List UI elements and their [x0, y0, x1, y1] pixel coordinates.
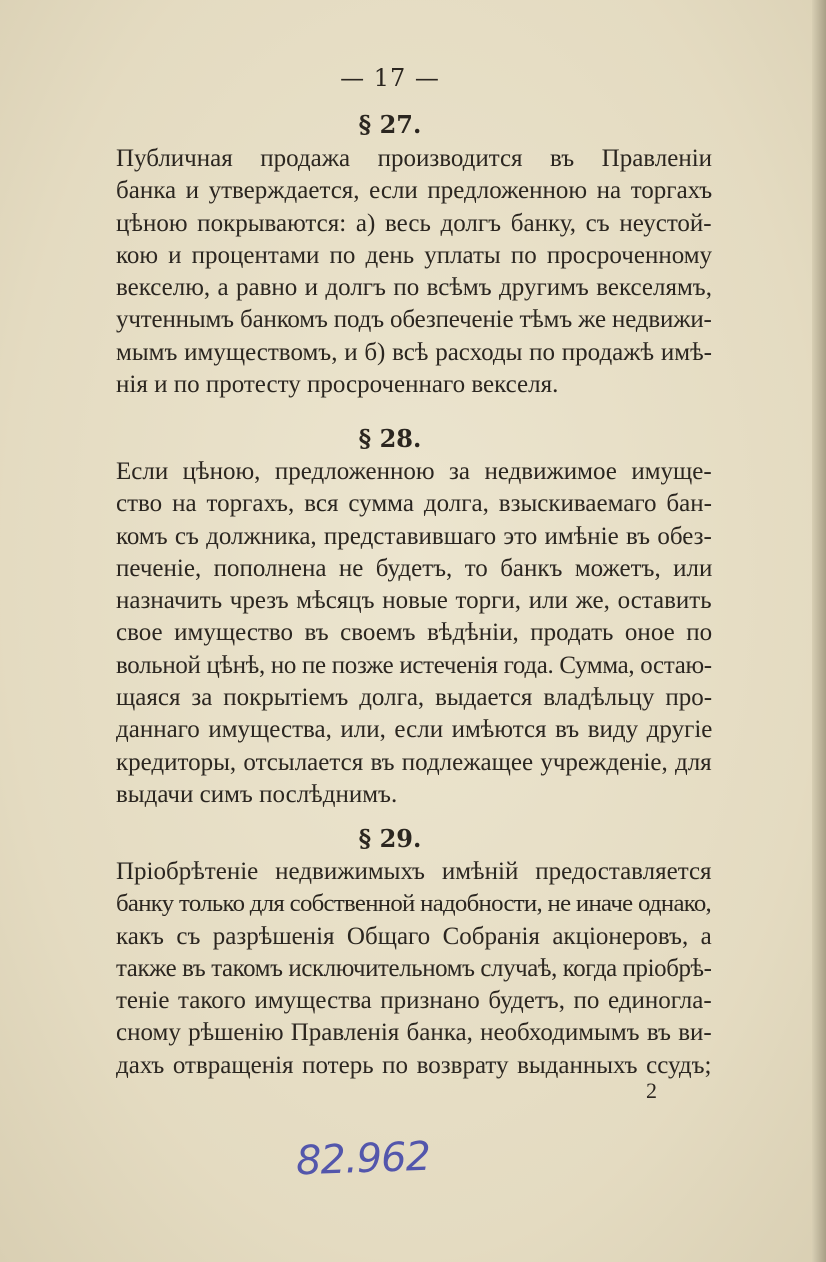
text-line: нія и по протесту просроченнаго векселя. [116, 371, 559, 399]
inventory-number-stamp: 82.962 [295, 1133, 431, 1185]
text-line: ство на торгахъ, вся сумма долга, взыскиваемаго бан- [116, 490, 712, 518]
section-29-text [116, 856, 712, 1082]
text-line: Если цѣною, предложенною за недвижимое имуще- [116, 458, 712, 485]
text-line: свое имущество въ своемъ вѣдѣніи, продать оное по [116, 619, 712, 647]
text-line: какъ съ разрѣшенія Общаго Собранія акціонеровъ, а [116, 922, 712, 950]
text-line: комъ съ должника, представившаго это имѣніе въ обез- [116, 522, 712, 550]
text-line: дахъ отвращенія потерь по возврату выданныхъ ссудъ; [116, 1051, 712, 1079]
text-line: печеніе, пополнена не будетъ, то банкъ можетъ, или [116, 554, 712, 582]
text-line: банку только для собственной надобности, не иначе однако, [116, 890, 712, 918]
section-heading-28: § 28. [358, 424, 422, 453]
section-27-text [116, 143, 712, 401]
text-line: цѣною покрываются: а) весь долгъ банку, съ неустой- [116, 209, 712, 237]
section-heading-29: § 29. [358, 824, 422, 853]
text-line: мымъ имуществомъ, и б) всѣ расходы по продажѣ имѣ- [116, 338, 712, 366]
text-line: выдачи симъ послѣднимъ. [116, 780, 398, 808]
text-line: учтеннымъ банкомъ подъ обезпеченіе тѣмъ же недвижи- [116, 306, 712, 334]
text-line: теніе такого имущества признано будетъ, по единогла- [116, 987, 712, 1015]
section-heading-27: § 27. [358, 110, 422, 139]
text-line: кою и процентами по день уплаты по просроченному [116, 241, 712, 269]
text-line: даннаго имущества, или, если имѣются въ виду другіе [116, 716, 712, 744]
page-edge [812, 0, 826, 1262]
section-28-text [116, 456, 712, 811]
text-line: вольной цѣнѣ, но пе позже истеченія года. Сумма, остаю- [116, 651, 712, 679]
text-line: Пріобрѣтеніе недвижимыхъ имѣній предоставляется [116, 858, 712, 885]
text-line: назначить чрезъ мѣсяцъ новые торги, или же, оставить [116, 587, 712, 615]
signature-mark: 2 [646, 1078, 657, 1103]
text-line: банка и утверждается, если предложенною на торгахъ [116, 177, 712, 205]
text-line: также въ такомъ исключительномъ случаѣ, когда пріобрѣ- [116, 954, 712, 982]
text-line: векселю, а равно и долгъ по всѣмъ другимъ векселямъ, [116, 274, 712, 302]
text-line: кредиторы, отсылается въ подлежащее учрежденіе, для [116, 748, 712, 776]
text-line: щаяся за покрытіемъ долга, выдается владѣльцу про- [116, 684, 712, 712]
text-line: сному рѣшенію Правленія банка, необходимымъ въ ви- [116, 1019, 712, 1047]
text-line: Публичная продажа производится въ Правленіи [116, 145, 712, 172]
page-number: — 17 — [340, 64, 440, 92]
